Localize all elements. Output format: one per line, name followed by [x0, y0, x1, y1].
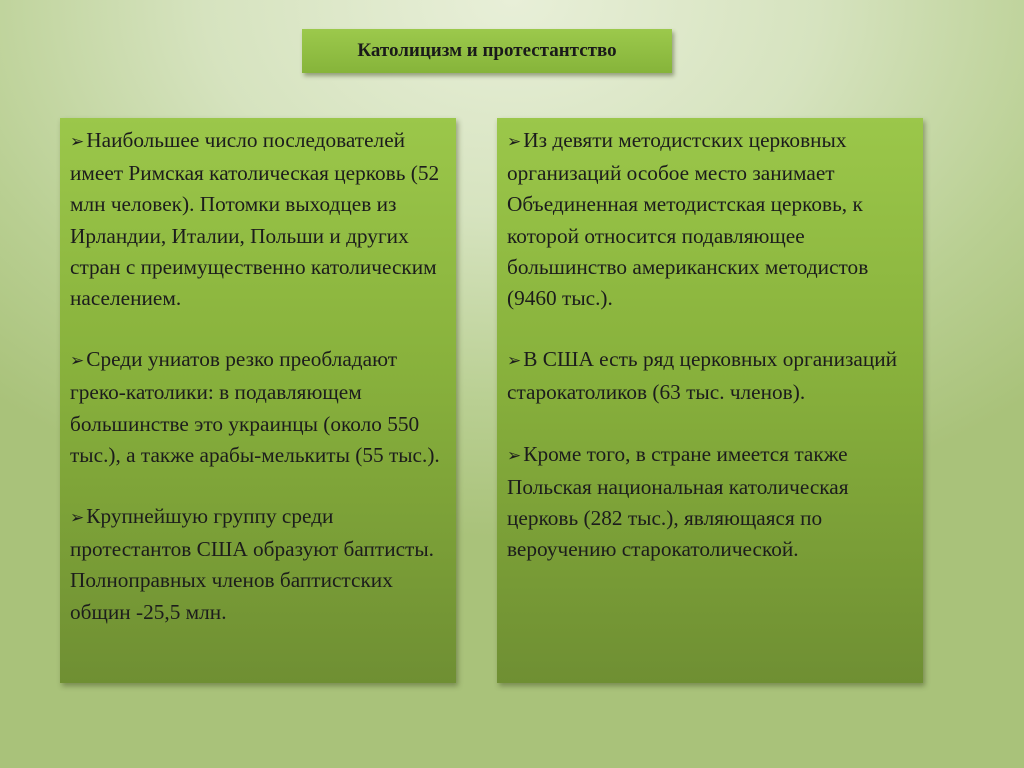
title-box	[302, 29, 672, 73]
left-paragraph-2: ➢Среди униатов резко преобладают греко-католики: в подавляющем большинстве это украинцы (около 550 тыс.), а также арабы-мелькиты (55 тыс.).	[70, 347, 440, 467]
right-paragraph-2: ➢В США есть ряд церковных организаций старокатоликов (63 тыс. членов).	[507, 347, 898, 405]
arrow-bullet-icon: ➢	[507, 351, 522, 372]
arrow-bullet-icon: ➢	[507, 445, 522, 466]
right-paragraph-3: ➢Кроме того, в стране имеется также Польская национальная католическая церковь (282 тыс.), являющаяся по вероучению старокатолической.	[507, 441, 849, 562]
arrow-bullet-icon: ➢	[70, 508, 85, 529]
arrow-bullet-icon: ➢	[70, 132, 85, 152]
arrow-bullet-icon: ➢	[507, 132, 522, 152]
left-paragraph-1: ➢Наибольшее число последователей имеет Римская католическая церковь (52 млн человек). Потомки выходцев из Ирландии, Италии, Польши и других стран с преимущественно католическим населением.	[70, 128, 440, 311]
right-paragraph-1: ➢Из девяти методистских церковных организаций особое место занимает Объединенная методистская церковь, к которой относится подавляющее большинство американских методистов (9460 тыс.).	[507, 128, 869, 311]
arrow-bullet-icon: ➢	[70, 351, 85, 372]
slide-title: Католицизм и протестантство	[357, 40, 617, 61]
left-text-panel	[60, 118, 456, 683]
left-paragraph-3: ➢Крупнейшую группу среди протестантов США образуют баптисты. Полноправных членов баптистских общин -25,5 млн.	[70, 504, 434, 624]
right-text-panel	[497, 118, 923, 683]
